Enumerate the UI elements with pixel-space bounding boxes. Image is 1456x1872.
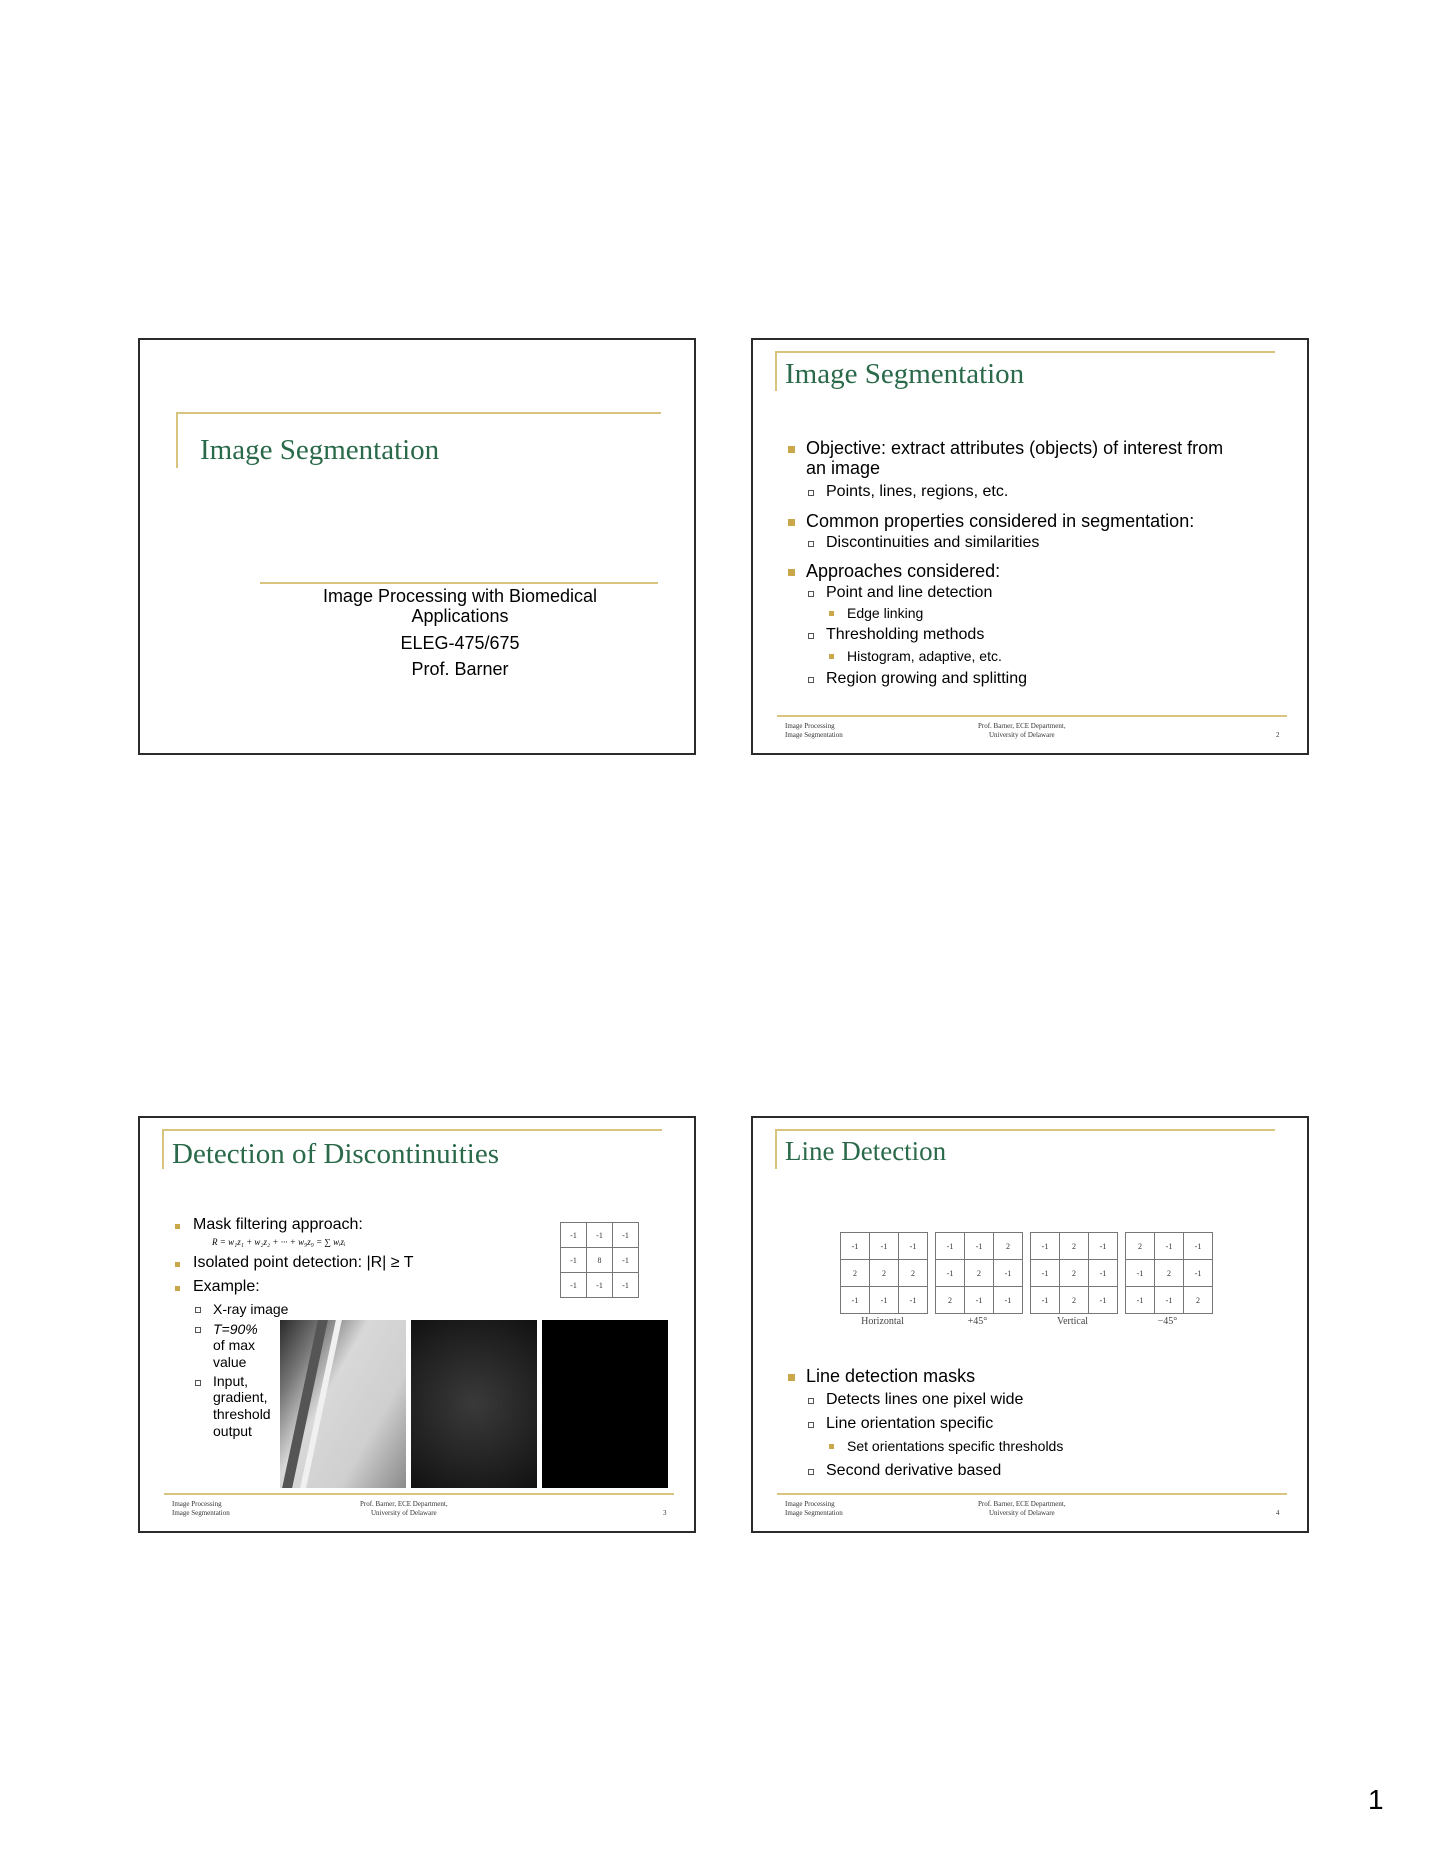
bullet-marker (175, 1262, 180, 1267)
mask-cell: -1 (1031, 1233, 1060, 1260)
mask-cell: -1 (1184, 1233, 1213, 1260)
footer-page-number: 4 (1276, 1509, 1280, 1517)
subtitle-line-2: Applications (411, 606, 509, 626)
sub-bullet-marker (808, 591, 814, 597)
sub-sub-bullet-marker (829, 1444, 834, 1449)
sub-bullet: Discontinuities and similarities (826, 534, 1040, 551)
line-mask-3 (1030, 1232, 1118, 1314)
slide-1-title (138, 338, 696, 755)
footer-center: Prof. Barner, ECE Department, University of Delaware (360, 1500, 448, 1517)
sub-sub-bullet-marker (829, 611, 834, 616)
mask-cell: -1 (561, 1223, 587, 1248)
sub-bullet-threshold-cont: of max (213, 1337, 256, 1353)
footer-center: Prof. Barner, ECE Department, University of Delaware (978, 1500, 1066, 1517)
mask-cell: -1 (841, 1233, 870, 1260)
mask-cell: 2 (994, 1233, 1023, 1260)
sub-bullet: Detects lines one pixel wide (826, 1391, 1024, 1408)
title-rule (162, 1129, 662, 1131)
sub-bullet-marker (808, 490, 814, 496)
sub-bullet-outputs-cont: output (213, 1423, 252, 1439)
bullet-approaches: Approaches considered: (806, 561, 1001, 581)
sub-bullet-threshold: T=90% (213, 1321, 258, 1337)
sub-bullet-marker (195, 1307, 201, 1313)
mask-cell: -1 (870, 1287, 899, 1314)
mask-cell: -1 (899, 1287, 928, 1314)
mask-cell: -1 (561, 1273, 587, 1298)
sub-bullet-marker (808, 1422, 814, 1428)
mask-cell: -1 (613, 1273, 639, 1298)
mask-cell: 8 (587, 1248, 613, 1273)
sub-bullet: Region growing and splitting (826, 670, 1028, 687)
mask-cell: -1 (1155, 1233, 1184, 1260)
title-accent (775, 351, 777, 391)
instructor: Prof. Barner (411, 659, 509, 679)
mask-cell: 2 (1184, 1287, 1213, 1314)
bullet-marker (788, 569, 795, 576)
mask-cell: -1 (841, 1287, 870, 1314)
sub-bullet: Thresholding methods (826, 626, 985, 643)
mask-cell: -1 (994, 1287, 1023, 1314)
subtitle-line-1: Image Processing with Biomedical (322, 586, 598, 606)
bullet-mask-filtering: Mask filtering approach: (193, 1216, 363, 1233)
mask-cell: 2 (936, 1287, 965, 1314)
mask-cell: -1 (1089, 1287, 1118, 1314)
footer-left: Image Processing Image Segmentation (172, 1500, 230, 1517)
mask-cell: -1 (936, 1233, 965, 1260)
title-rule (176, 412, 661, 414)
line-mask-label: Vertical (1056, 1316, 1089, 1327)
mask-cell: -1 (965, 1233, 994, 1260)
mask-cell: -1 (613, 1223, 639, 1248)
slide-title: Image Segmentation (785, 358, 1025, 390)
slide-2-overview (751, 338, 1309, 755)
sub-bullet: Point and line detection (826, 584, 993, 601)
footer-rule (777, 1493, 1287, 1495)
mask-cell: -1 (1126, 1287, 1155, 1314)
page-number: 1 (1368, 1784, 1384, 1815)
sub-bullet-marker (808, 1398, 814, 1404)
footer-center: Prof. Barner, ECE Department, University of Delaware (978, 722, 1066, 739)
slide-title: Line Detection (785, 1136, 947, 1166)
bullet-marker (788, 446, 795, 453)
sub-sub-bullet: Set orientations specific thresholds (847, 1438, 1064, 1454)
sub-bullet-outputs-cont: gradient, (213, 1389, 268, 1405)
mask-cell: -1 (1089, 1233, 1118, 1260)
mask-cell: -1 (587, 1273, 613, 1298)
mask-cell: -1 (936, 1260, 965, 1287)
xray-gradient-image (411, 1320, 537, 1488)
line-mask-label: Horizontal (861, 1316, 904, 1327)
mask-cell: 2 (1060, 1233, 1089, 1260)
bullet-marker (788, 519, 795, 526)
sub-bullet-outputs-cont: threshold (213, 1406, 271, 1422)
sub-bullet-marker (195, 1327, 201, 1333)
bullet-line-masks: Line detection masks (806, 1366, 976, 1386)
footer-rule (777, 715, 1287, 717)
sub-bullet-outputs: Input, (213, 1373, 249, 1389)
title-rule (775, 351, 1275, 353)
line-mask-1 (840, 1232, 928, 1314)
equation: R = w₁z₁ + w₂z₂ + ··· + w₉z₉ = ∑ wᵢzᵢ (212, 1237, 346, 1247)
sub-bullet-marker (808, 1469, 814, 1475)
slide-4-line-detection (751, 1116, 1309, 1533)
line-mask-2 (935, 1232, 1023, 1314)
bullet-objective-cont: an image (806, 458, 881, 478)
mask-cell: -1 (899, 1233, 928, 1260)
mask-cell: 2 (1060, 1260, 1089, 1287)
title-accent (162, 1129, 164, 1169)
bullet-isolated-point: Isolated point detection: |R| ≥ T (193, 1254, 414, 1271)
mask-cell: 2 (841, 1260, 870, 1287)
sub-sub-bullet: Edge linking (847, 605, 924, 621)
mask-cell: 2 (1126, 1233, 1155, 1260)
xray-input-image (280, 1320, 406, 1488)
sub-bullet-marker (808, 633, 814, 639)
line-mask-label: −45° (1157, 1316, 1178, 1327)
point-detection-mask (560, 1222, 639, 1298)
sub-bullet-marker (808, 541, 814, 547)
mask-cell: -1 (994, 1260, 1023, 1287)
sub-bullet-marker (195, 1380, 201, 1386)
sub-bullet-marker (808, 677, 814, 683)
mask-cell: 2 (899, 1260, 928, 1287)
subtitle-rule (260, 582, 658, 584)
mask-cell: -1 (561, 1248, 587, 1273)
footer-rule (164, 1493, 674, 1495)
sub-bullet-xray: X-ray image (213, 1301, 289, 1317)
title-rule (775, 1129, 1275, 1131)
sub-sub-bullet: Histogram, adaptive, etc. (847, 648, 1002, 664)
title-accent (176, 412, 178, 468)
bullet-objective: Objective: extract attributes (objects) of interest from (806, 438, 1224, 458)
mask-cell: 2 (1060, 1287, 1089, 1314)
mask-cell: -1 (1126, 1260, 1155, 1287)
bullet-marker (788, 1374, 795, 1381)
mask-cell: 2 (1155, 1260, 1184, 1287)
slide-3-discontinuities (138, 1116, 696, 1533)
bullet-marker (175, 1224, 180, 1229)
footer-left: Image Processing Image Segmentation (785, 1500, 843, 1517)
mask-cell: 2 (965, 1260, 994, 1287)
footer-page-number: 3 (663, 1509, 667, 1517)
bullet-properties: Common properties considered in segmentation: (806, 511, 1195, 531)
mask-cell: -1 (1155, 1287, 1184, 1314)
mask-cell: -1 (965, 1287, 994, 1314)
mask-cell: -1 (870, 1233, 899, 1260)
footer-page-number: 2 (1276, 731, 1280, 739)
bullet-example: Example: (193, 1278, 260, 1295)
xray-threshold-output (542, 1320, 668, 1488)
line-mask-label: +45° (967, 1316, 988, 1327)
line-mask-4 (1125, 1232, 1213, 1314)
title-accent (775, 1129, 777, 1169)
bullet-marker (175, 1286, 180, 1291)
footer-left: Image Processing Image Segmentation (785, 722, 843, 739)
sub-bullet-threshold-cont: value (213, 1354, 247, 1370)
slide-title: Detection of Discontinuities (172, 1138, 499, 1170)
mask-cell: -1 (1184, 1260, 1213, 1287)
slide-title: Image Segmentation (200, 434, 440, 466)
mask-cell: 2 (870, 1260, 899, 1287)
mask-cell: -1 (1031, 1287, 1060, 1314)
mask-cell: -1 (1031, 1260, 1060, 1287)
sub-bullet: Second derivative based (826, 1462, 1002, 1479)
mask-cell: -1 (587, 1223, 613, 1248)
course-code: ELEG-475/675 (400, 633, 520, 653)
sub-bullet: Points, lines, regions, etc. (826, 483, 1009, 500)
sub-sub-bullet-marker (829, 654, 834, 659)
sub-bullet: Line orientation specific (826, 1415, 994, 1432)
mask-cell: -1 (613, 1248, 639, 1273)
mask-cell: -1 (1089, 1260, 1118, 1287)
